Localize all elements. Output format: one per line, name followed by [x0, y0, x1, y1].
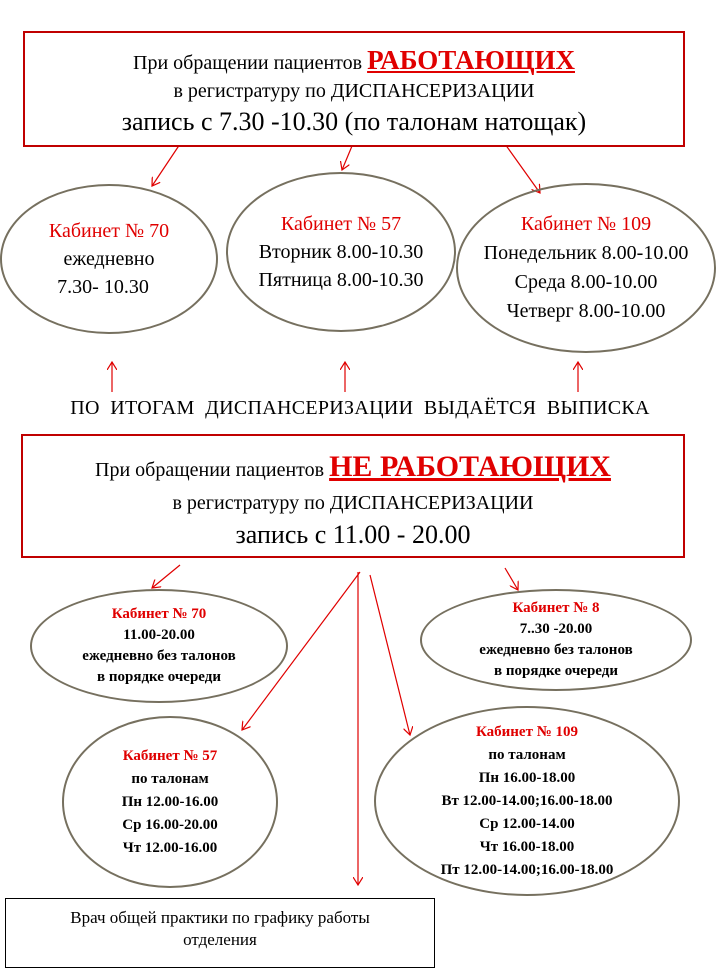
cabinet-title: Кабинет № 109 — [475, 723, 579, 740]
cabinet-line: в порядке очереди — [494, 663, 618, 679]
cabinet-line: Ср 16.00-20.00 — [122, 816, 218, 833]
cabinet-title: Кабинет № 70 — [48, 220, 170, 242]
cabinet-70-bottom-ellipse — [30, 589, 288, 703]
arrow-top-to-cab109 — [505, 144, 540, 193]
cabinet-line: Вт 12.00-14.00;16.00-18.00 — [441, 792, 613, 809]
cabinet-70-top-ellipse — [0, 184, 218, 334]
arrow-bottom-to-cab8 — [505, 568, 518, 590]
non-working-patients-box — [21, 434, 685, 558]
cabinet-57-top-ellipse — [226, 172, 456, 332]
cabinet-line: Чт 12.00-16.00 — [122, 839, 218, 856]
cabinet-8-bottom-ellipse — [420, 589, 692, 691]
cabinet-line: ежедневно — [63, 248, 155, 270]
cabinet-line: в порядке очереди — [97, 669, 221, 685]
cabinet-109-top-ellipse — [456, 183, 716, 353]
cabinet-line: Чт 16.00-18.00 — [479, 838, 575, 855]
cabinet-title: Кабинет № 57 — [280, 213, 402, 235]
nonworking-highlight: НЕ РАБОТАЮЩИХ — [329, 450, 611, 483]
gp-note-line1: Врач общей практики по графику работы — [70, 908, 370, 927]
cabinet-line: Пт 12.00-14.00;16.00-18.00 — [440, 861, 614, 878]
arrow-bottom-to-cab109 — [370, 575, 410, 735]
working-box-line2: в регистратуру по ДИСПАНСЕРИЗАЦИИ — [173, 80, 535, 102]
cabinet-line: 7.30- 10.30 — [57, 276, 149, 298]
nonworking-box-line2: в регистратуру по ДИСПАНСЕРИЗАЦИИ — [172, 492, 534, 514]
cabinet-line: Пн 12.00-16.00 — [121, 793, 219, 810]
cabinet-line: Среда 8.00-10.00 — [514, 271, 658, 293]
cabinet-line: Понедельник 8.00-10.00 — [483, 242, 689, 264]
cabinet-line: 7..30 -20.00 — [519, 621, 593, 637]
cabinet-line: Пн 16.00-18.00 — [478, 769, 576, 786]
cabinet-title: Кабинет № 57 — [122, 747, 218, 764]
working-box-line3: запись с 7.30 -10.30 (по талонам натощак) — [121, 107, 587, 136]
cabinet-57-bottom-ellipse — [62, 716, 278, 888]
nonworking-box-line3: запись с 11.00 - 20.00 — [235, 520, 471, 549]
working-patients-box — [23, 31, 685, 147]
working-box-prefix: При обращении пациентов — [133, 52, 368, 74]
cabinet-line: по талонам — [488, 746, 566, 763]
cabinet-109-bottom-ellipse — [374, 706, 680, 896]
cabinet-line: 11.00-20.00 — [123, 627, 195, 643]
nonworking-box-prefix: При обращении пациентов — [95, 459, 330, 481]
arrow-top-to-cab57 — [342, 146, 352, 170]
general-practitioner-note — [5, 898, 435, 968]
cabinet-title: Кабинет № 70 — [111, 606, 207, 622]
cabinet-line: Вторник 8.00-10.30 — [258, 241, 424, 263]
gp-note-line2: отделения — [183, 930, 257, 949]
extract-note: ПО ИТОГАМ ДИСПАНСЕРИЗАЦИИ ВЫДАЁТСЯ ВЫПИСКА — [70, 397, 650, 419]
cabinet-line: Ср 12.00-14.00 — [479, 815, 575, 832]
cabinet-line: по талонам — [131, 770, 209, 787]
cabinet-title: Кабинет № 8 — [512, 600, 600, 616]
cabinet-title: Кабинет № 109 — [520, 213, 652, 235]
cabinet-line: Пятница 8.00-10.30 — [258, 269, 424, 291]
cabinet-line: ежедневно без талонов — [479, 642, 633, 658]
arrow-bottom-to-cab70 — [152, 565, 180, 588]
cabinet-line: Четверг 8.00-10.00 — [506, 300, 666, 322]
cabinet-line: ежедневно без талонов — [82, 648, 236, 664]
arrow-top-to-cab70 — [152, 144, 180, 186]
working-highlight: РАБОТАЮЩИХ — [367, 45, 575, 75]
